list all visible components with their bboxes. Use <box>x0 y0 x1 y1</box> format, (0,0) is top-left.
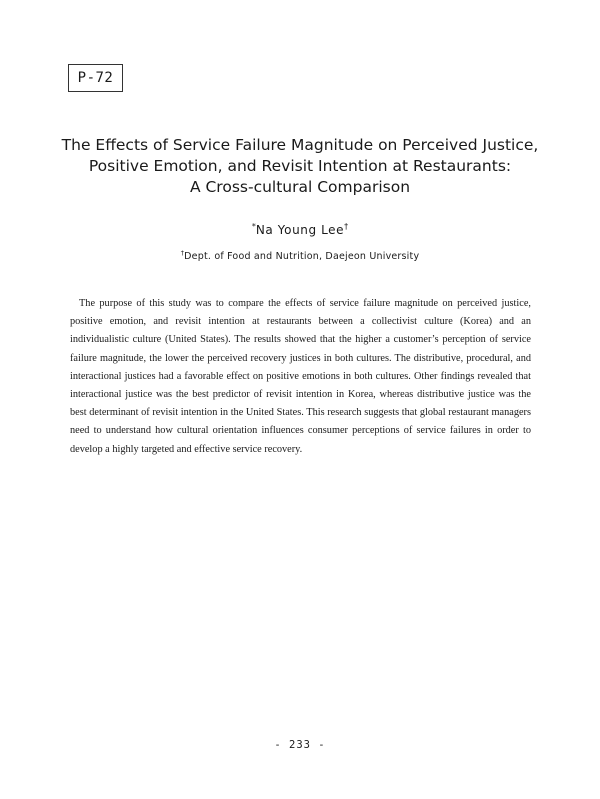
affiliation-text: Dept. of Food and Nutrition, Daejeon University <box>184 251 420 262</box>
abstract-paragraph: The purpose of this study was to compare the effects of service failure magnitude on perceived justice, positive emotion, and revisit intention at restaurants between a collectivist culture (Korea) and an individualistic culture (United States). The results showed that the higher a customer’s perception of service failure magnitude, the lower the perceived recovery justices in both cultures. The distributive, procedural, and interactional justices had a favorable effect on positive emotions in both cultures. Other findings revealed that interactional justice was the best predictor of revisit intention in Korea, whereas distributive justice was the best determinant of revisit intention in the United States. This research suggests that global restaurant managers need to understand how cultural orientation influences consumer perceptions of service failures in order to develop a highly targeted and effective service recovery. <box>70 298 531 455</box>
title-line: The Effects of Service Failure Magnitude on Perceived Justice, <box>61 136 539 154</box>
page-number: - 233 - <box>274 739 326 751</box>
paper-code-box <box>68 64 123 92</box>
author-affiliation-mark: † <box>344 222 349 231</box>
author-line <box>0 222 600 237</box>
affiliation-mark: † <box>180 249 185 257</box>
title-line: Positive Emotion, and Revisit Intention at Restaurants: <box>88 157 512 175</box>
title-line: A Cross-cultural Comparison <box>189 178 411 196</box>
paper-code: P-72 <box>77 70 114 86</box>
author-name: Na Young Lee <box>255 223 345 237</box>
affiliation <box>0 249 600 262</box>
paper-title <box>40 135 560 198</box>
author-corresponding-mark: * <box>251 222 256 231</box>
